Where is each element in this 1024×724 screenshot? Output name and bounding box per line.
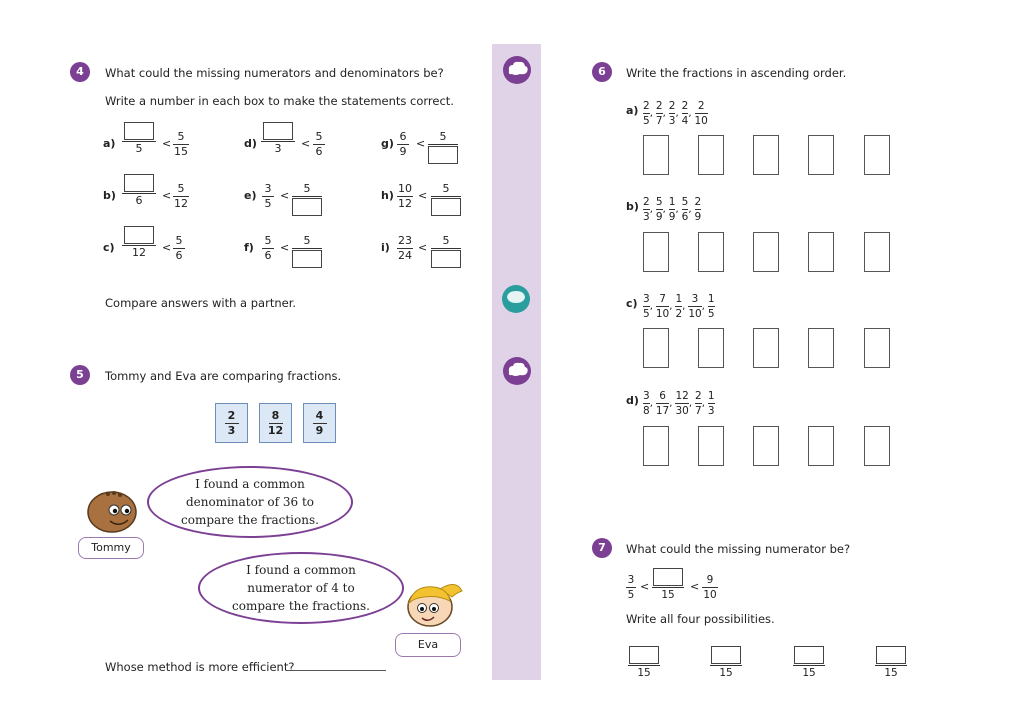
q7-middle-num-box[interactable] <box>653 568 683 586</box>
q6-c-answer-box[interactable] <box>698 328 724 368</box>
q6-b-answer-box[interactable] <box>643 232 669 272</box>
q6-d-answer-box[interactable] <box>698 426 724 466</box>
q6-a-fraction: 2 3 <box>668 100 676 127</box>
q4-f-den-box[interactable] <box>292 250 322 268</box>
q4-b-label: b) <box>103 189 116 202</box>
q6-a-fraction-sequence: 2 5 , 2 7 , 2 3 , 2 4 , 2 10 <box>643 100 708 127</box>
q4-a-label: a) <box>103 137 116 150</box>
q7-answer-4: 15 <box>875 646 907 679</box>
q4-g-label: g) <box>381 137 394 150</box>
q4-d-num-box[interactable] <box>263 122 293 140</box>
q4-c-label: c) <box>103 241 115 254</box>
q4-d-op: < <box>301 137 311 150</box>
question-4-instruction: Write a number in each box to make the statements correct. <box>105 94 454 108</box>
q6-a-answer-box[interactable] <box>698 135 724 175</box>
q4-b-right-fraction: 5 12 <box>174 182 188 210</box>
discussion-cloud-icon <box>500 283 532 319</box>
q4-a-num-box[interactable] <box>124 122 154 140</box>
question-4-text: What could the missing numerators and denominators be? <box>105 66 444 80</box>
q6-c-fraction: 7 10 <box>655 293 670 320</box>
q4-f-op: < <box>280 241 290 254</box>
eva-avatar <box>404 579 466 629</box>
q7-right-fraction: 9 10 <box>703 574 717 601</box>
q6-b-fraction-sequence: 2 3 , 5 9 , 1 9 , 5 6 , 2 9 <box>643 196 702 223</box>
q6-c-answer-box[interactable] <box>864 328 890 368</box>
q4-a-left-fraction: 5 <box>122 122 156 155</box>
q4-i-den-box[interactable] <box>431 250 461 268</box>
q4-h-den-box[interactable] <box>431 198 461 216</box>
q6-a-answer-box[interactable] <box>808 135 834 175</box>
q6-d-fraction: 1 3 <box>707 390 715 417</box>
q6-a-fraction: 2 4 <box>681 100 689 127</box>
tommy-speech-bubble: I found a common denominator of 36 to compare the fractions. <box>147 466 353 538</box>
q6-a-fraction: 2 10 <box>694 100 708 127</box>
q6-c-answer-box[interactable] <box>808 328 834 368</box>
q6-c-fraction: 3 10 <box>688 293 702 320</box>
q4-h-label: h) <box>381 189 394 202</box>
question-5-number: 5 <box>70 365 90 385</box>
q4-c-op: < <box>162 241 172 254</box>
q4-i-right-fraction: 5 <box>431 235 461 268</box>
q4-f-left-fraction: 5 6 <box>262 235 274 262</box>
q4-c-right-fraction: 5 6 <box>173 235 185 262</box>
q6-a-answer-box[interactable] <box>753 135 779 175</box>
q4-g-left-fraction: 6 9 <box>397 131 409 158</box>
q6-d-answer-box[interactable] <box>643 426 669 466</box>
q6-b-fraction: 2 9 <box>694 196 702 223</box>
q4-h-left-fraction: 10 12 <box>398 182 412 210</box>
q4-c-num-box[interactable] <box>124 226 154 244</box>
q6-a-answer-box[interactable] <box>864 135 890 175</box>
thinking-cloud-icon <box>501 54 533 90</box>
q4-b-left-fraction: 6 <box>122 174 156 207</box>
answer-line[interactable] <box>287 670 386 671</box>
q6-b-answer-box[interactable] <box>698 232 724 272</box>
eva-speech-bubble: I found a common numerator of 4 to compare the fractions. <box>198 552 404 624</box>
q6-d-fraction: 2 7 <box>695 390 702 417</box>
q7-answer-4-box[interactable] <box>876 646 906 664</box>
question-4-number: 4 <box>70 62 90 82</box>
q6-d-answer-box[interactable] <box>864 426 890 466</box>
q7-answer-1-box[interactable] <box>629 646 659 664</box>
q4-a-right-fraction: 5 15 <box>174 130 188 158</box>
q6-d-answer-box[interactable] <box>753 426 779 466</box>
q7-answer-2: 15 <box>710 646 742 679</box>
q4-b-op: < <box>162 189 172 202</box>
q7-middle-fraction: 15 <box>652 568 684 601</box>
q7-answer-3: 15 <box>793 646 825 679</box>
q6-a-fraction: 2 7 <box>655 100 663 127</box>
q4-h-op: < <box>418 189 428 202</box>
q4-c-left-fraction: 12 <box>122 226 156 259</box>
question-6-number: 6 <box>592 62 612 82</box>
whose-method-question: Whose method is more efficient? <box>105 660 295 674</box>
q6-d-label: d) <box>626 394 639 407</box>
q4-h-right-fraction: 5 <box>431 183 461 216</box>
q4-b-num-box[interactable] <box>124 174 154 192</box>
q7-answer-3-box[interactable] <box>794 646 824 664</box>
q6-c-answer-box[interactable] <box>753 328 779 368</box>
q4-d-right-fraction: 5 6 <box>313 131 325 158</box>
q4-d-label: d) <box>244 137 257 150</box>
q4-e-right-fraction: 5 <box>292 183 322 216</box>
q4-i-left-fraction: 23 24 <box>398 234 412 262</box>
question-7-text: What could the missing numerator be? <box>626 542 851 556</box>
q4-g-den-box[interactable] <box>428 146 458 164</box>
question-5-text: Tommy and Eva are comparing fractions. <box>105 369 342 383</box>
q6-b-label: b) <box>626 200 639 213</box>
question-7-number: 7 <box>592 538 612 558</box>
q7-left-fraction: 3 5 <box>627 574 635 601</box>
q4-e-label: e) <box>244 189 257 202</box>
q4-d-left-fraction: 3 <box>261 122 295 155</box>
q6-c-answer-box[interactable] <box>643 328 669 368</box>
q6-c-label: c) <box>626 297 638 310</box>
q7-answer-2-box[interactable] <box>711 646 741 664</box>
q4-i-label: i) <box>381 241 390 254</box>
q4-i-op: < <box>418 241 428 254</box>
q6-a-fraction: 2 5 <box>643 100 650 127</box>
thinking-cloud-icon-2 <box>501 355 533 391</box>
q4-e-left-fraction: 3 5 <box>262 183 274 210</box>
fraction-tile-3: 4 9 <box>303 403 336 443</box>
q6-d-answer-box[interactable] <box>808 426 834 466</box>
tommy-name-label: Tommy <box>78 537 144 559</box>
q6-b-fraction: 1 9 <box>668 196 676 223</box>
q6-b-answer-box[interactable] <box>753 232 779 272</box>
q6-c-fraction-sequence: 3 5 , 7 10 , 1 2 , 3 10 , 1 5 <box>643 293 715 320</box>
q6-d-fraction: 6 17 <box>655 390 670 417</box>
q7-answer-1: 15 <box>628 646 660 679</box>
question-6-text: Write the fractions in ascending order. <box>626 66 847 80</box>
q6-d-fraction: 3 8 <box>643 390 650 417</box>
q6-b-fraction: 2 3 <box>643 196 650 223</box>
eva-name-label: Eva <box>395 633 461 657</box>
q4-f-right-fraction: 5 <box>292 235 322 268</box>
q7-instruction: Write all four possibilities. <box>626 612 775 626</box>
q6-b-fraction: 5 6 <box>681 196 689 223</box>
q6-a-answer-box[interactable] <box>643 135 669 175</box>
q4-e-den-box[interactable] <box>292 198 322 216</box>
q4-e-op: < <box>280 189 290 202</box>
q4-g-op: < <box>416 137 426 150</box>
q6-d-fraction: 12 30 <box>675 390 689 417</box>
q6-b-fraction: 5 9 <box>655 196 663 223</box>
tommy-avatar <box>86 488 138 534</box>
q4-g-right-fraction: 5 <box>428 131 458 164</box>
q4-a-op: < <box>162 137 172 150</box>
q6-b-answer-box[interactable] <box>864 232 890 272</box>
fraction-tile-1: 2 3 <box>215 403 248 443</box>
q6-c-fraction: 3 5 <box>643 293 650 320</box>
q6-b-answer-box[interactable] <box>808 232 834 272</box>
q6-a-label: a) <box>626 104 639 117</box>
compare-with-partner: Compare answers with a partner. <box>105 296 297 310</box>
q7-op-1: < <box>640 580 650 593</box>
fraction-tile-2: 8 12 <box>259 403 292 443</box>
q7-op-2: < <box>690 580 700 593</box>
q4-f-label: f) <box>244 241 254 254</box>
q6-c-fraction: 1 5 <box>707 293 715 320</box>
q6-c-fraction: 1 2 <box>675 293 683 320</box>
q6-d-fraction-sequence: 3 8 , 6 17 , 12 30 , 2 7 , 1 3 <box>643 390 715 417</box>
